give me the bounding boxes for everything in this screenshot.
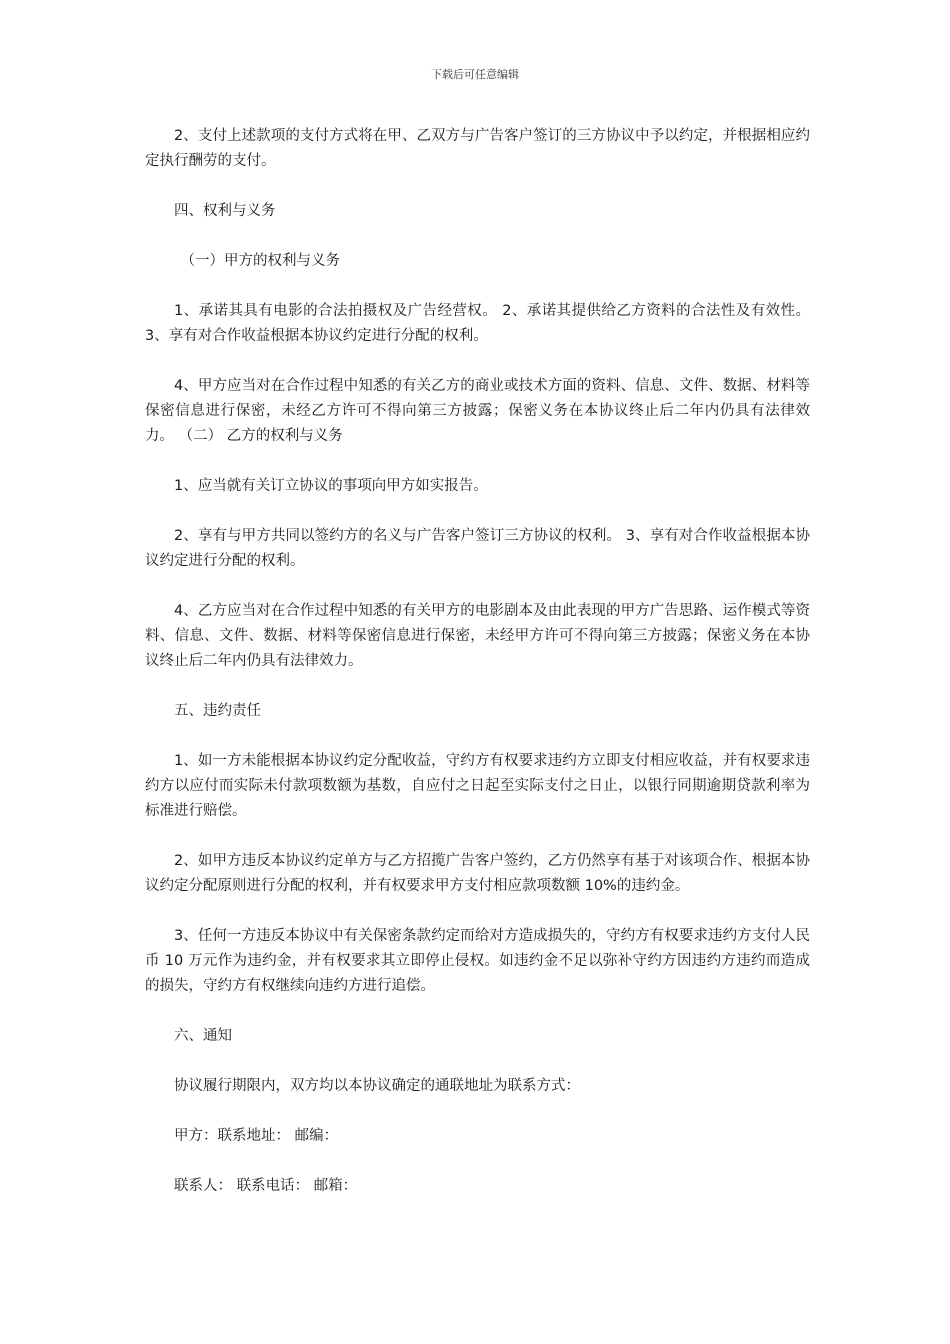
paragraph-notice-intro: 协议履行期限内，双方均以本协议确定的通联地址为联系方式： [174,1078,580,1094]
paragraph-party-a-commitments: 1、承诺其具有电影的合法拍摄权及广告经营权。 2、承诺其提供给乙方资料的合法性及有效性。 3、享有对合作收益根据本协议约定进行分配的权利。 [145,303,810,344]
section-heading-notice: 六、通知 [174,1028,232,1044]
paragraph-party-a-contact: 甲方：联系地址： 邮编： [174,1128,339,1144]
subsection-heading-party-a: （一）甲方的权利与义务 [180,253,341,269]
paragraph-payment-method: 2、支付上述款项的支付方式将在甲、乙双方与广告客户签订的三方协议中予以约定，并根据相应约定执行酬劳的支付。 [145,128,810,169]
paragraph-party-b-rights: 2、享有与甲方共同以签约方的名义与广告客户签订三方协议的权利。 3、享有对合作收益根据本协议约定进行分配的权利。 [145,528,810,569]
page-header-note: 下载后可任意编辑 [431,68,519,81]
paragraph-contact-person: 联系人： 联系电话： 邮箱： [174,1178,358,1194]
document-body [145,124,810,1224]
section-heading-rights-obligations: 四、权利与义务 [174,203,276,219]
paragraph-party-a-confidentiality: 4、甲方应当对在合作过程中知悉的有关乙方的商业或技术方面的资料、信息、文件、数据、材料等保密信息进行保密，未经乙方许可不得向第三方披露；保密义务在本协议终止后二年内仍具有法律效力。 （二） 乙方的权利与义务 [145,378,810,444]
paragraph-breach-2: 2、如甲方违反本协议约定单方与乙方招揽广告客户签约，乙方仍然享有基于对该项合作、根据本协议约定分配原则进行分配的权利，并有权要求甲方支付相应款项数额 10%的违约金。 [145,853,810,894]
section-heading-breach-liability: 五、违约责任 [174,703,261,719]
paragraph-party-b-confidentiality: 4、乙方应当对在合作过程中知悉的有关甲方的电影剧本及由此表现的甲方广告思路、运作模式等资料、信息、文件、数据、材料等保密信息进行保密，未经甲方许可不得向第三方披露；保密义务在本协议终止后二年内仍具有法律效力。 [145,603,810,669]
paragraph-breach-3: 3、任何一方违反本协议中有关保密条款约定而给对方造成损失的，守约方有权要求违约方支付人民币 10 万元作为违约金，并有权要求其立即停止侵权。如违约金不足以弥补守约方因违约方违约而造成的损失，守约方有权继续向违约方进行追偿。 [145,928,810,994]
paragraph-party-b-report: 1、应当就有关订立协议的事项向甲方如实报告。 [174,478,488,494]
paragraph-breach-1: 1、如一方未能根据本协议约定分配收益，守约方有权要求违约方立即支付相应收益，并有权要求违约方以应付而实际未付款项数额为基数，自应付之日起至实际支付之日止，以银行同期逾期贷款利率为标准进行赔偿。 [145,753,810,819]
